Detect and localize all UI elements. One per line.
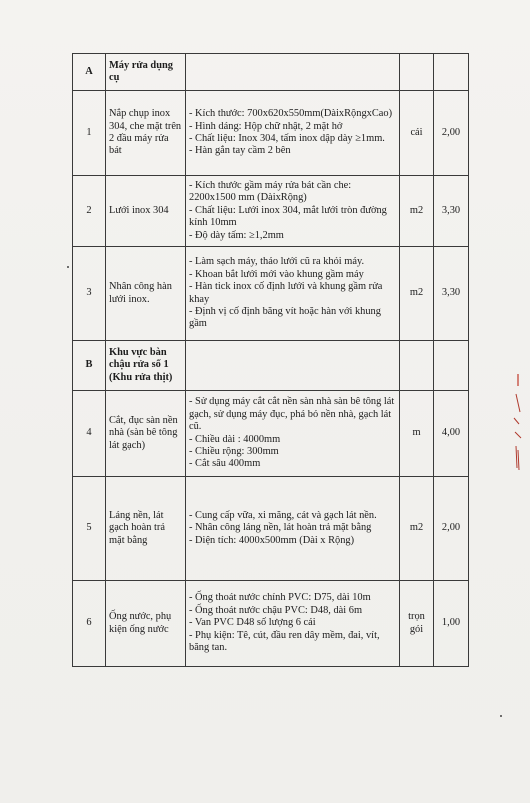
item-qty <box>434 54 469 91</box>
item-name: Cắt, đục sàn nền nhà (sàn bê tông lát gạch) <box>106 391 186 477</box>
spec-line: - Chiều dài : 4000mm <box>189 433 281 445</box>
spec-line: - Cung cấp vữa, xi măng, cát và gạch lát nền. <box>189 509 377 521</box>
item-spec <box>186 477 400 581</box>
item-spec <box>186 341 400 391</box>
spec-line: - Sử dụng máy cắt cắt nền sàn nhà sàn bê tông lát gạch, sử dụng máy đục, phá bỏ nền nhà, gạch lát cũ. <box>189 396 395 433</box>
item-name: Máy rửa dụng cụ <box>106 54 186 91</box>
spec-line: - Chất liệu: Inox 304, tấm inox dập dày ≥1mm. <box>189 133 385 144</box>
item-name: Khu vực bàn chậu rửa số 1 (Khu rửa thịt) <box>106 341 186 391</box>
spec-line: - Hàn tick inox cố định lưới và khung gầm rửa khay <box>189 281 383 305</box>
item-spec <box>186 91 400 176</box>
row-number: 2 <box>73 176 106 247</box>
spec-line: - Chiều rộng: 300mm <box>189 445 279 457</box>
row-number: 1 <box>73 91 106 176</box>
item-unit: m2 <box>400 247 434 341</box>
item-name: Láng nền, lát gạch hoàn trả mặt bằng <box>106 477 186 581</box>
item-qty: 3,30 <box>434 247 469 341</box>
row-number: 4 <box>73 391 106 477</box>
table-row <box>73 176 469 247</box>
scan-mark-icon <box>506 372 524 482</box>
item-qty: 4,00 <box>434 391 469 477</box>
item-unit: trọn gói <box>400 581 434 667</box>
spec-line: - Kích thước: 700x620x550mm(DàixRộngxCao) <box>189 108 393 120</box>
spec-line: - Phụ kiện: Tê, cút, đầu ren dây mềm, đai, vít, băng tan. <box>189 629 380 654</box>
item-qty: 2,00 <box>434 477 469 581</box>
spec-line: - Khoan bắt lưới mới vào khung gầm máy <box>189 268 364 280</box>
spec-line: - Van PVC D48 số lượng 6 cái <box>189 617 316 629</box>
item-unit: m2 <box>400 176 434 247</box>
table-row <box>73 91 469 176</box>
item-qty: 1,00 <box>434 581 469 667</box>
item-spec <box>186 391 400 477</box>
item-name: Nhân công hàn lưới inox. <box>106 247 186 341</box>
specification-table <box>72 53 469 667</box>
table-row <box>73 247 469 341</box>
item-spec <box>186 247 400 341</box>
spec-line: - Cắt sâu 400mm <box>189 458 261 470</box>
row-number: A <box>73 54 106 91</box>
spec-line: - Hàn gắn tay cầm 2 bên <box>189 145 291 157</box>
spec-line: - Định vị cố định băng vít hoặc hàn với khung gầm <box>189 305 381 330</box>
item-spec <box>186 581 400 667</box>
row-number: B <box>73 341 106 391</box>
item-name: Lưới inox 304 <box>106 176 186 247</box>
item-unit <box>400 54 434 91</box>
row-number: 3 <box>73 247 106 341</box>
item-qty <box>434 341 469 391</box>
item-qty: 3,30 <box>434 176 469 247</box>
item-unit <box>400 341 434 391</box>
item-unit: m <box>400 391 434 477</box>
spec-line: - Diện tích: 4000x500mm (Dài x Rộng) <box>189 534 355 546</box>
row-number: 5 <box>73 477 106 581</box>
table-row <box>73 477 469 581</box>
item-qty: 2,00 <box>434 91 469 176</box>
scan-dot-icon <box>67 266 69 268</box>
spec-line: - Ống thoát nước chính PVC: D75, dài 10m <box>189 592 371 604</box>
spec-line: - Ống thoát nước chậu PVC: D48, dài 6m <box>189 604 363 616</box>
table-row <box>73 54 469 91</box>
spec-line: - Làm sạch máy, tháo lưới cũ ra khỏi máy. <box>189 256 365 268</box>
table-row <box>73 341 469 391</box>
spec-line: - Kích thước gầm máy rửa bát cần che: 2200x1500 mm (DàixRộng) <box>189 179 352 204</box>
spec-line: - Hình dáng: Hộp chữ nhật, 2 mặt hở <box>189 120 343 132</box>
spec-line: - Nhân công láng nền, lát hoàn trả mặt bằng <box>189 522 372 534</box>
table-row <box>73 391 469 477</box>
scan-dot-icon <box>500 715 502 717</box>
row-number: 6 <box>73 581 106 667</box>
table-row <box>73 581 469 667</box>
spec-line: - Độ dày tấm: ≥1,2mm <box>189 229 284 241</box>
spec-line: - Chất liệu: Lưới inox 304, mắt lưới tròn đường kính 10mm <box>189 204 387 229</box>
item-unit: m2 <box>400 477 434 581</box>
item-name: Ống nước, phụ kiện ống nước <box>106 581 186 667</box>
item-spec <box>186 176 400 247</box>
item-unit: cái <box>400 91 434 176</box>
item-name: Nắp chụp inox 304, che mặt trên 2 đầu máy rửa bát <box>106 91 186 176</box>
item-spec <box>186 54 400 91</box>
table-body <box>73 54 469 667</box>
